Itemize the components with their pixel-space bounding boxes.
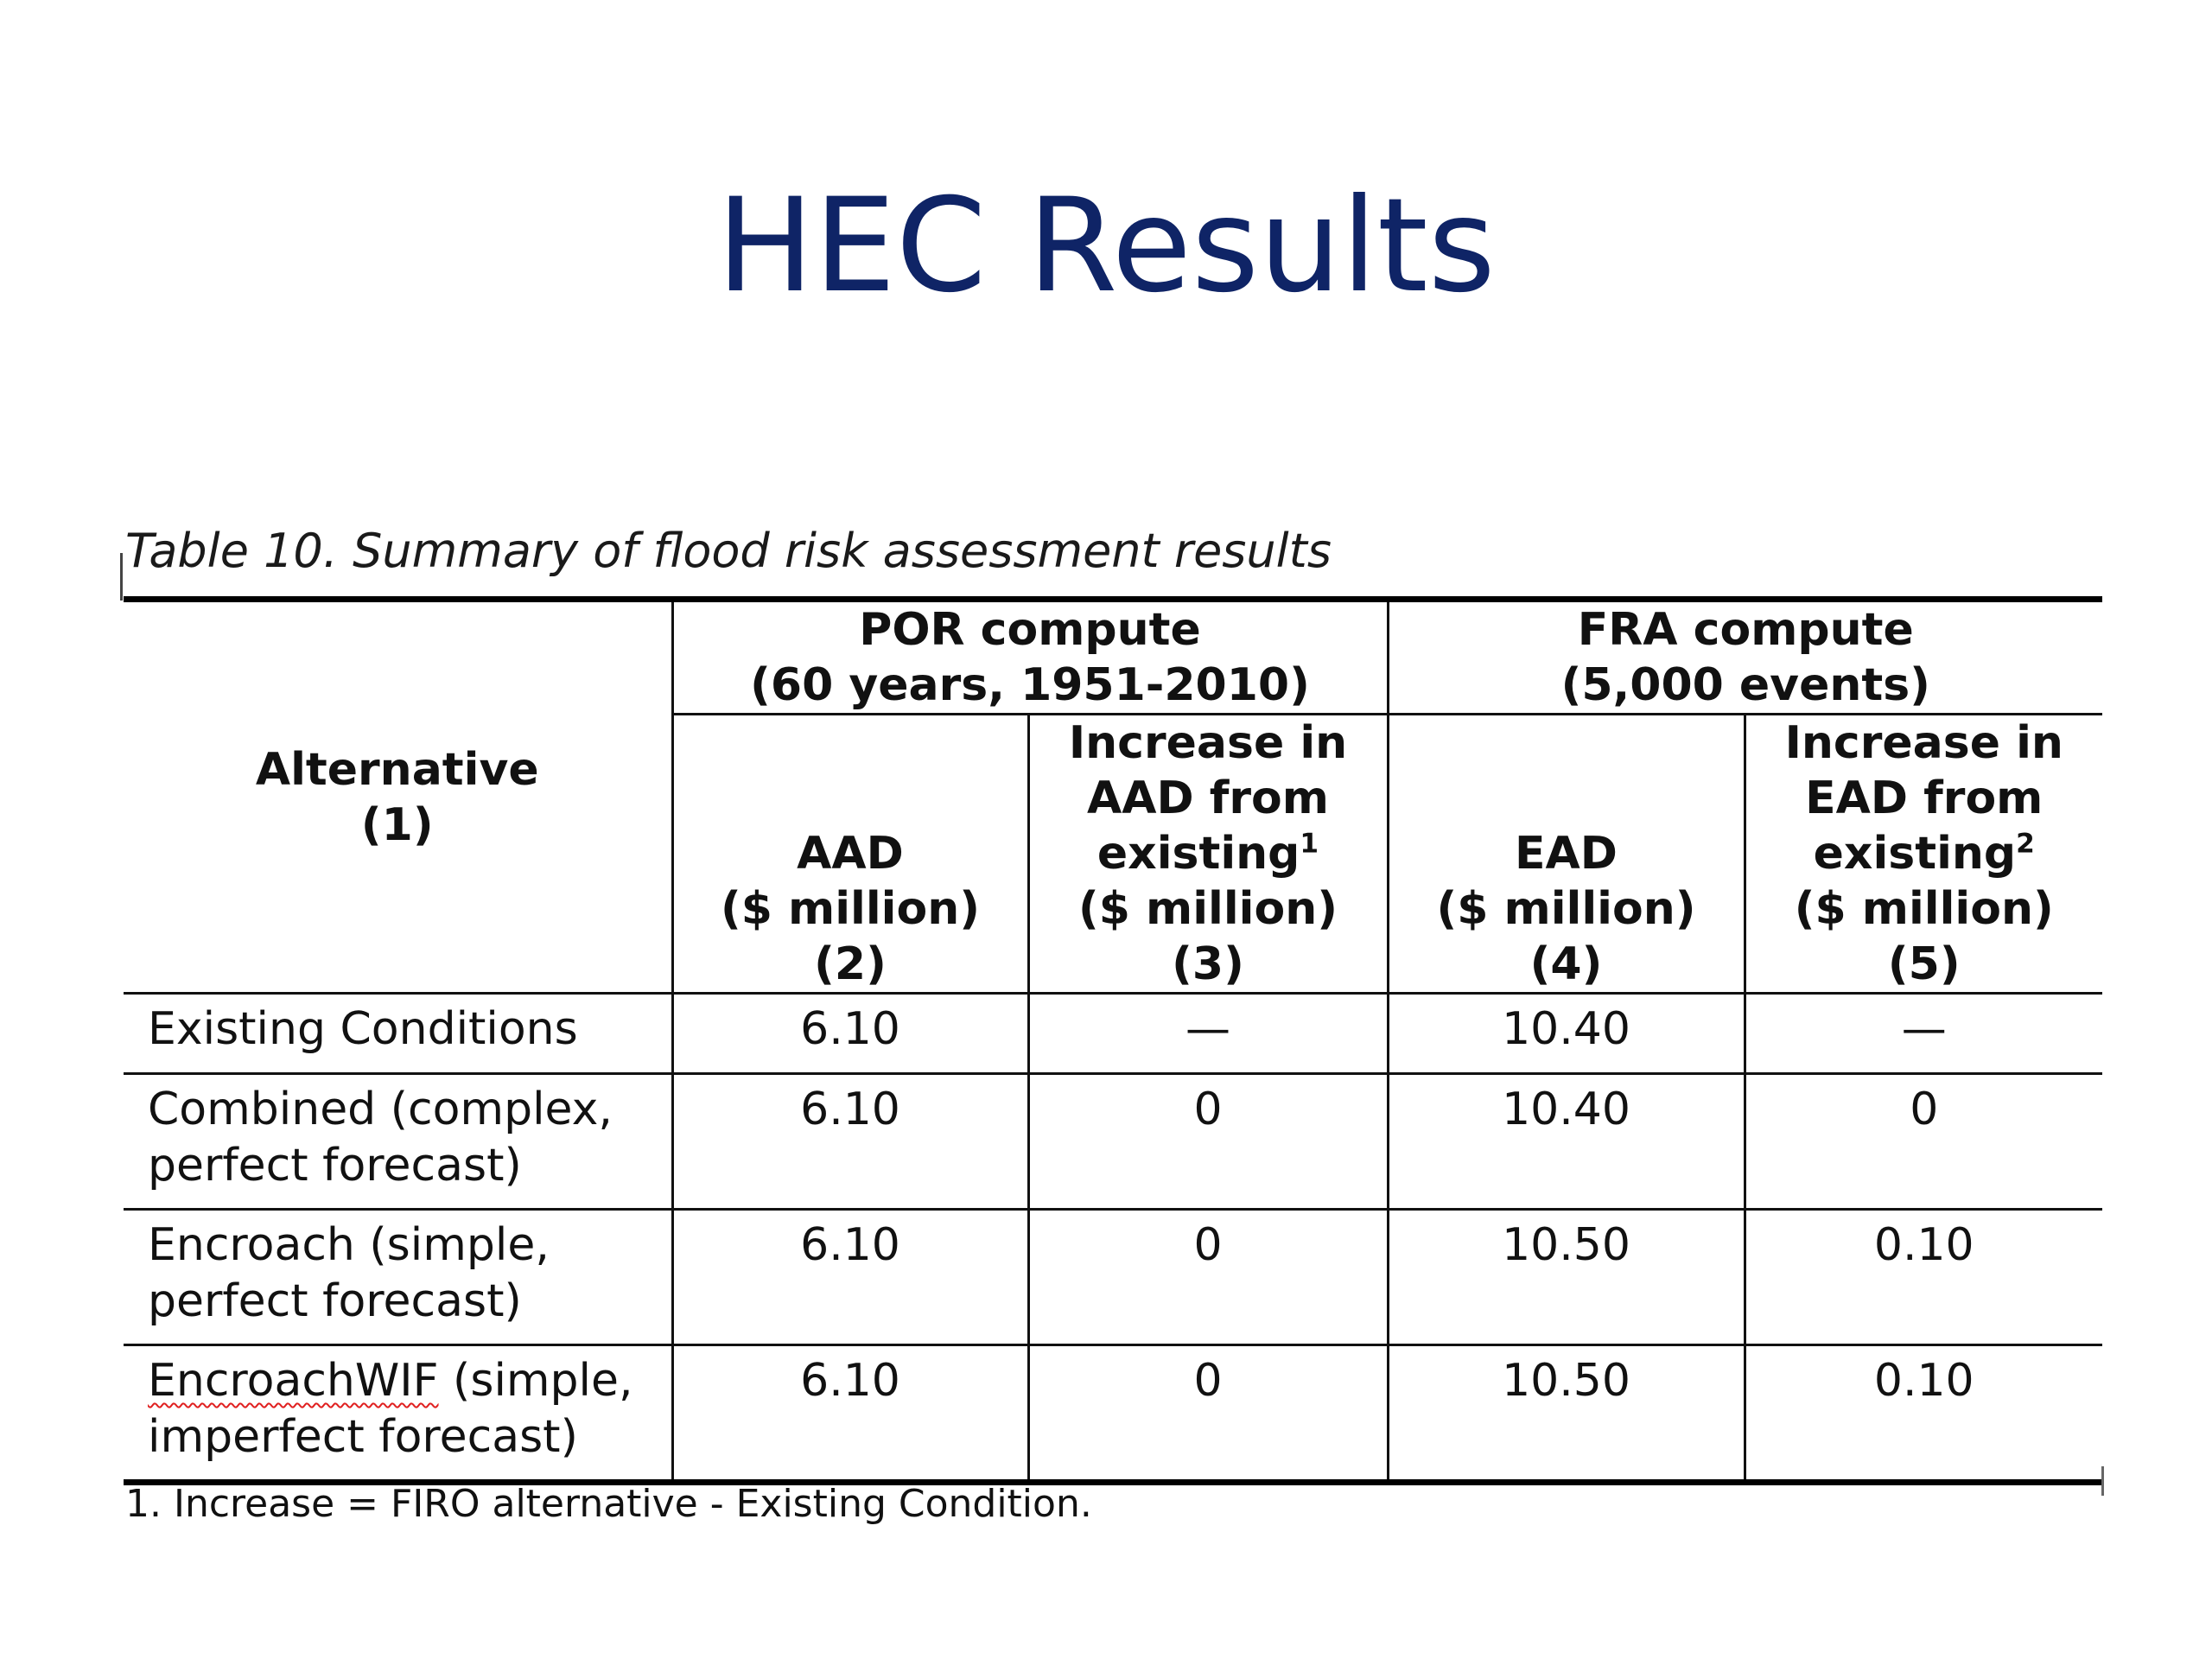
aad-increase-cell: — [1028, 994, 1388, 1074]
table-row [124, 1210, 2102, 1345]
ead-increase-cell: — [1745, 994, 2102, 1074]
group-header-row [124, 600, 2102, 715]
aad-cell: 6.10 [672, 1074, 1028, 1210]
aad-cell: 6.10 [672, 994, 1028, 1074]
alternative-detail: perfect forecast) [148, 1140, 522, 1192]
group-por-detail: (60 years, 1951-2010) [750, 659, 1310, 711]
header-aad-increase-line3 [1030, 826, 1387, 881]
group-fra-label: FRA compute [1577, 604, 1914, 656]
header-alternative-number: (1) [360, 798, 434, 851]
group-header-por [672, 600, 1388, 715]
alternative-detail: imperfect forecast) [148, 1411, 578, 1463]
aad-increase-cell: 0 [1028, 1345, 1388, 1483]
header-ead-increase-line2: EAD from [1805, 772, 2044, 824]
results-table [124, 596, 2102, 1485]
aad-increase-cell: 0 [1028, 1210, 1388, 1345]
header-ead-increase-existing: existing [1813, 828, 2017, 880]
footnote-marker: 1 [1300, 828, 1319, 860]
ead-increase-cell: 0.10 [1745, 1345, 2102, 1483]
table-footnote: 1. Increase = FIRO alternative - Existing Condition. [125, 1482, 1092, 1526]
header-ead-increase-unit: ($ million) [1794, 883, 2054, 935]
aad-cell: 6.10 [672, 1210, 1028, 1345]
table-row [124, 994, 2102, 1074]
table-end-marker [2101, 1466, 2104, 1496]
alternative-name: Combined (complex, [148, 1084, 613, 1135]
header-aad-increase-number: (3) [1172, 938, 1244, 990]
ead-cell: 10.40 [1388, 994, 1745, 1074]
table-row [124, 1074, 2102, 1210]
header-aad-increase-line2: AAD from [1087, 772, 1329, 824]
header-aad-increase-unit: ($ million) [1077, 883, 1338, 935]
ead-increase-cell: 0 [1745, 1074, 2102, 1210]
header-ead-label: EAD [1515, 828, 1618, 880]
alternative-cell [124, 1210, 672, 1345]
header-ead-unit: ($ million) [1436, 883, 1696, 935]
text-cursor [120, 553, 123, 601]
alternative-name [148, 1353, 671, 1409]
header-aad-increase [1028, 715, 1388, 994]
alternative-name: Existing Conditions [148, 1003, 578, 1055]
header-ead-number: (4) [1529, 938, 1603, 990]
slide-title: HEC Results [716, 171, 1496, 321]
header-aad-increase-line1: Increase in [1068, 717, 1348, 769]
header-ead-increase-line1: Increase in [1784, 717, 2063, 769]
ead-cell: 10.50 [1388, 1210, 1745, 1345]
ead-increase-cell: 0.10 [1745, 1210, 2102, 1345]
alternative-cell [124, 994, 672, 1074]
group-header-fra [1388, 600, 2102, 715]
aad-cell: 6.10 [672, 1345, 1028, 1483]
alternative-detail: perfect forecast) [148, 1275, 522, 1327]
header-ead [1388, 715, 1745, 994]
header-alternative-label: Alternative [255, 743, 539, 796]
header-aad-number: (2) [814, 938, 887, 990]
group-fra-detail: (5,000 events) [1560, 659, 1930, 711]
header-ead-increase [1745, 715, 2102, 994]
aad-increase-cell: 0 [1028, 1074, 1388, 1210]
alternative-cell [124, 1074, 672, 1210]
header-aad-increase-existing: existing [1096, 828, 1300, 880]
ead-cell: 10.40 [1388, 1074, 1745, 1210]
header-aad [672, 715, 1028, 994]
alternative-cell [124, 1345, 672, 1483]
header-aad-unit: ($ million) [720, 883, 981, 935]
table-row [124, 1345, 2102, 1483]
footnote-marker: 2 [2016, 828, 2035, 860]
alternative-name: Encroach (simple, [148, 1219, 550, 1271]
header-ead-increase-line3 [1746, 826, 2103, 881]
header-alternative [124, 600, 672, 994]
group-por-label: POR compute [859, 604, 1201, 656]
header-ead-increase-number: (5) [1887, 938, 1961, 990]
ead-cell: 10.50 [1388, 1345, 1745, 1483]
header-aad-label: AAD [797, 828, 904, 880]
spellcheck-word[interactable]: EncroachWIF [148, 1355, 439, 1407]
table-caption: Table 10. Summary of flood risk assessment results [125, 524, 1332, 578]
alternative-name-rest: (simple, [438, 1355, 633, 1407]
